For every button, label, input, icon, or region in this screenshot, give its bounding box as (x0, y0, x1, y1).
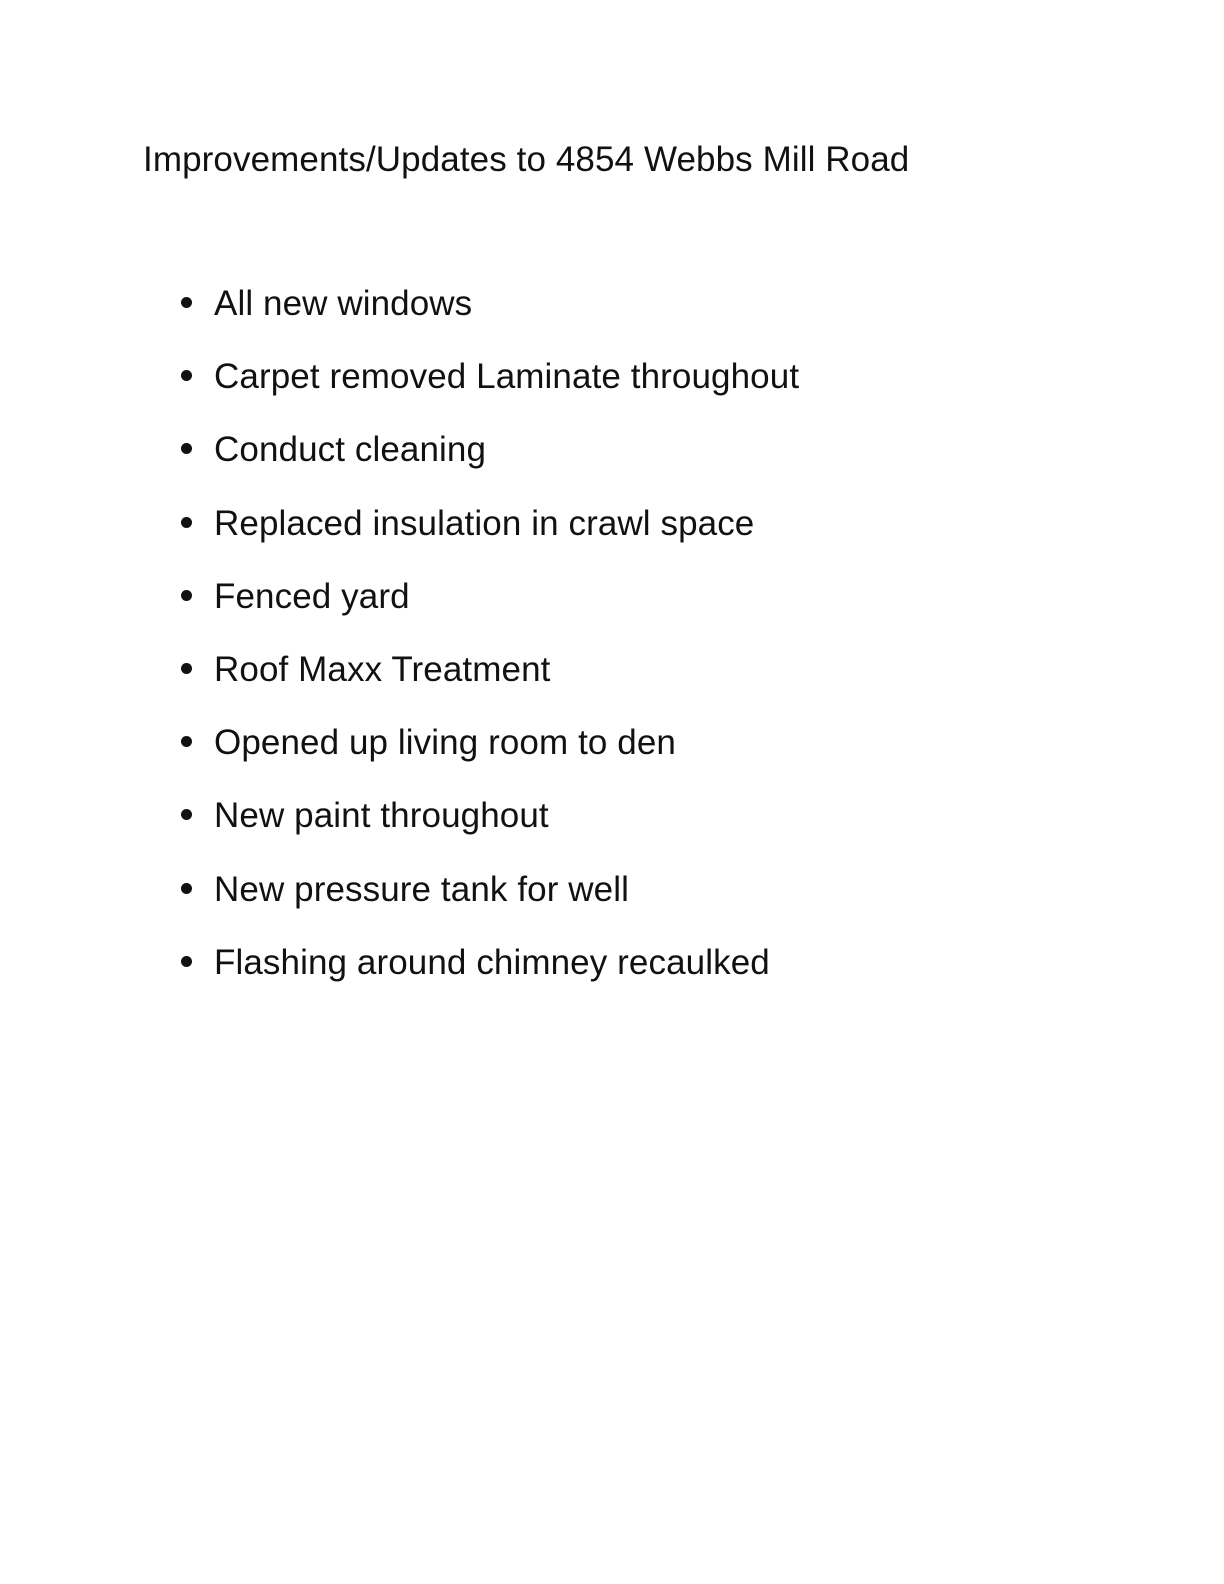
list-item (0, 794, 1224, 867)
bullet-icon (181, 663, 192, 674)
list-item (0, 428, 1224, 501)
list-item-text: Flashing around chimney recaulked (214, 942, 770, 982)
list-item-text: New paint throughout (214, 796, 549, 836)
list-item-text: Replaced insulation in crawl space (214, 503, 755, 543)
list-item-text: Conduct cleaning (214, 430, 487, 470)
bullet-icon (181, 517, 192, 528)
list-item (0, 721, 1224, 794)
list-item-text: Carpet removed Laminate throughout (214, 357, 800, 397)
list-item (0, 941, 1224, 1014)
improvements-list (0, 282, 1224, 1014)
bullet-icon (181, 956, 192, 967)
list-item-text: Opened up living room to den (214, 723, 676, 763)
list-item (0, 648, 1224, 721)
bullet-icon (181, 297, 192, 308)
list-item (0, 502, 1224, 575)
list-item-text: Fenced yard (214, 576, 410, 616)
bullet-icon (181, 883, 192, 894)
list-item-text: Roof Maxx Treatment (214, 649, 551, 689)
list-item (0, 868, 1224, 941)
list-item-text: All new windows (214, 284, 473, 323)
bullet-icon (181, 736, 192, 747)
list-item-text: New pressure tank for well (214, 869, 629, 909)
list-item (0, 575, 1224, 648)
list-item (0, 355, 1224, 428)
bullet-icon (181, 809, 192, 820)
document-title: Improvements/Updates to 4854 Webbs Mill Road (143, 140, 910, 179)
list-item (0, 282, 1224, 355)
bullet-icon (181, 370, 192, 381)
bullet-icon (181, 590, 192, 601)
bullet-icon (181, 443, 192, 454)
